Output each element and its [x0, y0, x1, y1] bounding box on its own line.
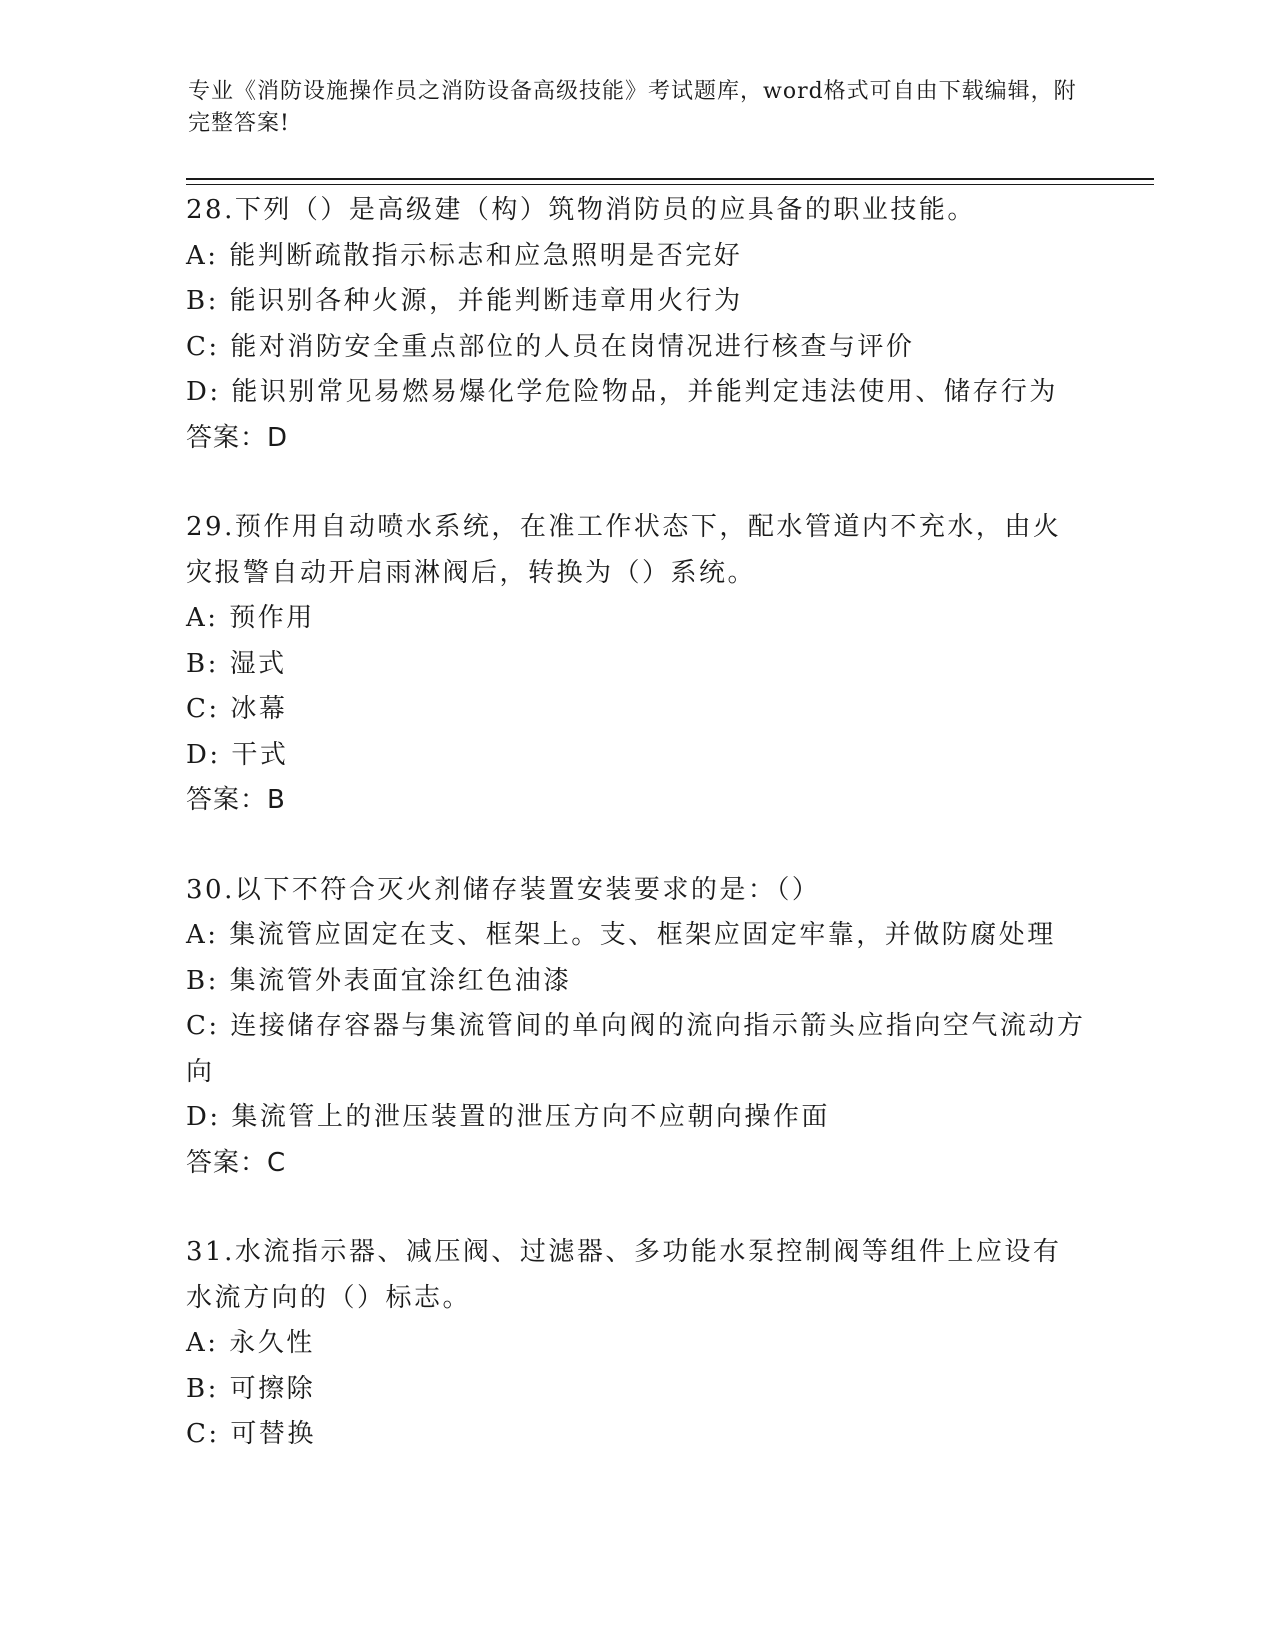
option-c: C: 冰幕 [186, 694, 288, 724]
question-stem: 28.下列（）是高级建（构）筑物消防员的应具备的职业技能。 [186, 195, 976, 225]
option-c: C: 能对消防安全重点部位的人员在岗情况进行核查与评价 [186, 331, 915, 362]
option-b: B: 集流管外表面宜涂红色油漆 [186, 965, 572, 996]
option-a: A: 集流管应固定在支、框架上。支、框架应固定牢靠，并做防腐处理 [186, 920, 1056, 950]
answer-line: 答案：B [186, 785, 286, 815]
question-29 [186, 505, 1086, 824]
answer-line: 答案：C [186, 1147, 287, 1178]
option-d: D: 能识别常见易燃易爆化学危险物品，并能判定违法使用、储存行为 [186, 377, 1058, 407]
option-c: C: 连接储存容器与集流管间的单向阀的流向指示箭头应指向空气流动方向 [186, 1011, 1086, 1087]
question-31 [186, 1230, 1086, 1458]
question-stem: 29.预作用自动喷水系统，在准工作状态下，配水管道内不充水，由火灾报警自动开启雨淋阀后，转换为（）系统。 [186, 512, 1062, 588]
header-divider-thick [186, 178, 1154, 180]
question-stem: 31.水流指示器、减压阀、过滤器、多功能水泵控制阀等组件上应设有水流方向的（）标志。 [186, 1237, 1062, 1313]
question-list [186, 188, 1086, 1502]
option-b: B: 能识别各种火源，并能判断违章用火行为 [186, 286, 743, 316]
option-a: A: 能判断疏散指示标志和应急照明是否完好 [186, 240, 743, 271]
document-header: 专业《消防设施操作员之消防设备高级技能》考试题库，word格式可自由下载编辑，附完整答案! [188, 79, 1077, 136]
option-b: B: 湿式 [186, 648, 287, 679]
question-30 [186, 868, 1086, 1187]
option-d: D: 干式 [186, 739, 289, 770]
option-a: A: 永久性 [186, 1328, 315, 1358]
answer-line: 答案：D [186, 422, 289, 453]
question-28 [186, 188, 1086, 461]
question-stem: 30.以下不符合灭火剂储存装置安装要求的是：（） [186, 874, 821, 905]
option-b: B: 可擦除 [186, 1373, 316, 1404]
option-a: A: 预作用 [186, 603, 315, 633]
option-d: D: 集流管上的泄压装置的泄压方向不应朝向操作面 [186, 1102, 830, 1132]
header-divider-thin [186, 184, 1154, 185]
option-c: C: 可替换 [186, 1419, 316, 1449]
